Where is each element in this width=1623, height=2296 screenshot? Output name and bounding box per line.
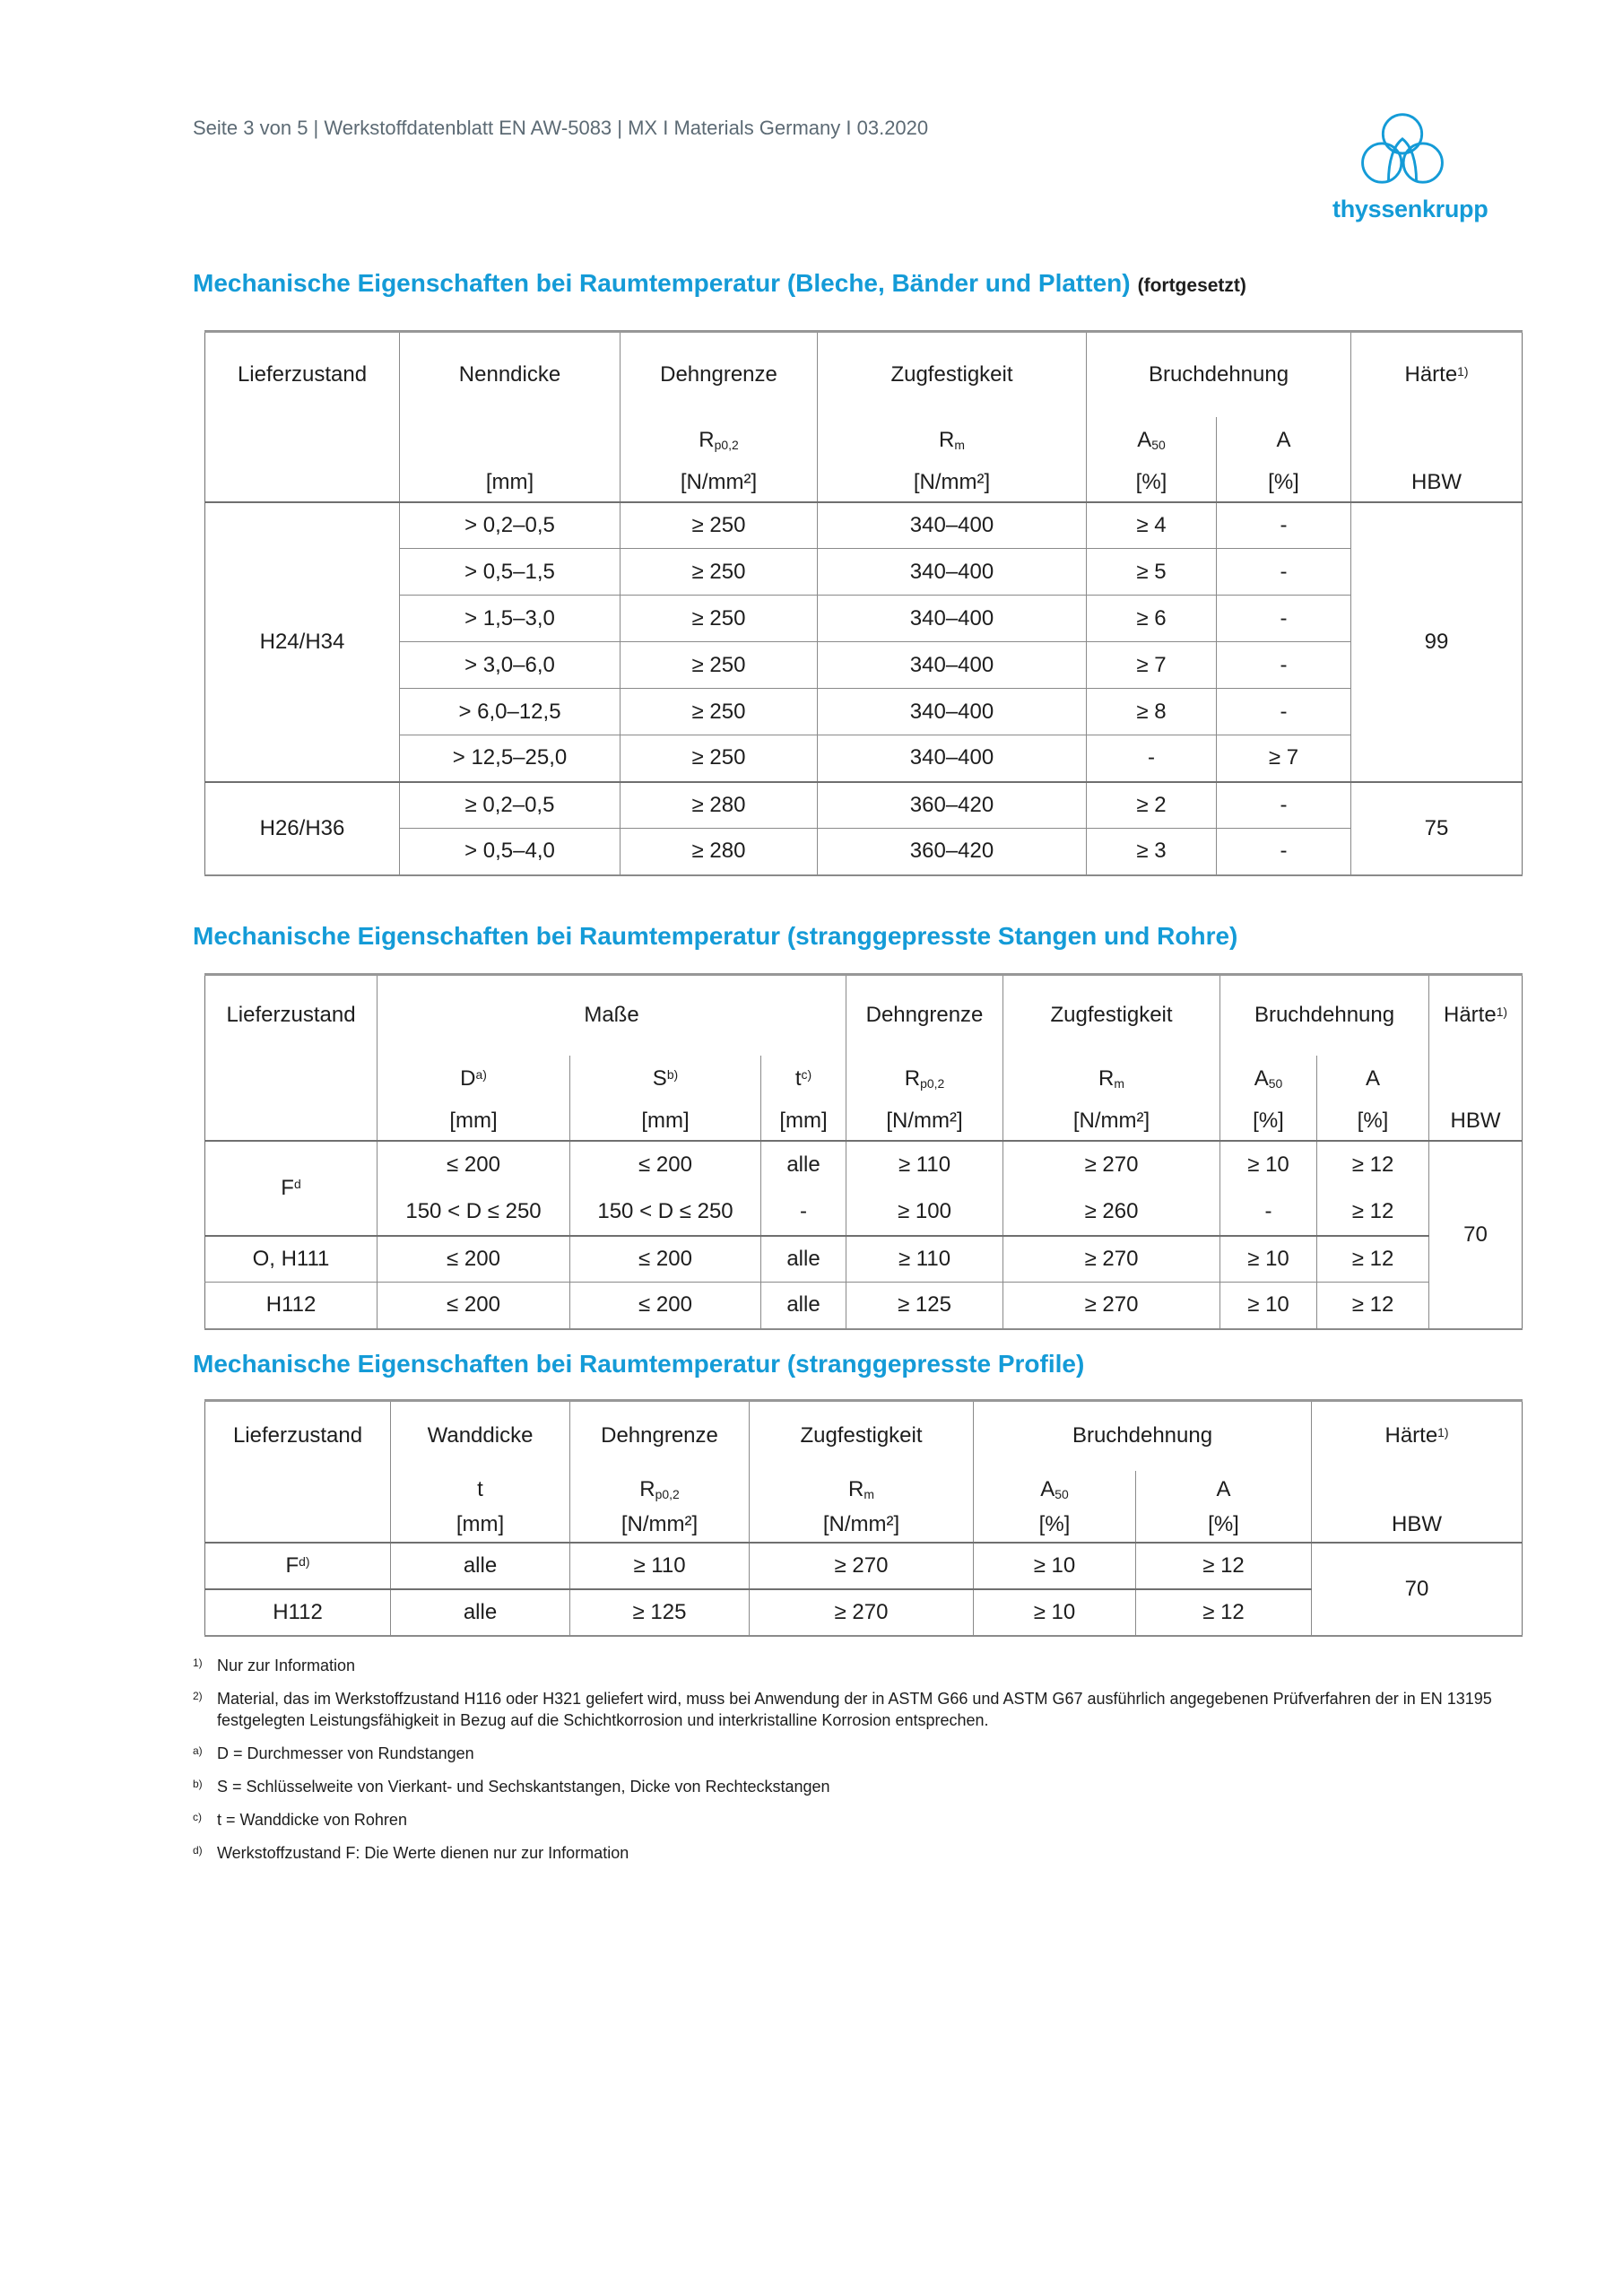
header-cell: Bruchdehnung: [1087, 332, 1351, 417]
table-row: [205, 689, 1523, 735]
thyssenkrupp-rings-icon: [1352, 113, 1453, 185]
section-title-suffix: (fortgesetzt): [1137, 275, 1246, 296]
header-cell: $R_m$: [1003, 1056, 1220, 1102]
cell: ≥ 12: [1317, 1283, 1429, 1329]
header-cell: A: [1317, 1056, 1429, 1102]
cell: ≤ 200: [378, 1236, 570, 1283]
footnote-d: [193, 1842, 1493, 1864]
temper-label: $F^d$: [281, 1175, 301, 1200]
cell: ≤ 200 150 < D ≤ 250: [570, 1141, 761, 1236]
footnote-2: [193, 1688, 1493, 1731]
header-row-symbols: [205, 417, 1523, 464]
cell: ≤ 200: [378, 1283, 570, 1329]
header-cell: HBW: [1312, 1509, 1523, 1543]
header-row-names: [205, 975, 1523, 1056]
footnote-a: [193, 1743, 1493, 1764]
header-cell: [1429, 1056, 1523, 1102]
section-title-text: Mechanische Eigenschaften bei Raumtemperatur (stranggepresste Profile): [193, 1350, 1085, 1378]
cell: 360–420: [818, 782, 1087, 829]
table-row: [205, 1283, 1523, 1329]
cell: ≤ 200 150 < D ≤ 250: [378, 1141, 570, 1236]
cell: > 0,5–4,0: [400, 829, 621, 875]
header-cell: $A_{50}$: [1220, 1056, 1317, 1102]
cell: alle -: [761, 1141, 846, 1236]
section-title-stangen-rohre: [193, 922, 1237, 951]
cell: alle: [391, 1543, 570, 1589]
cell: ≥ 8: [1087, 689, 1217, 735]
header-cell: Zugfestigkeit: [1003, 975, 1220, 1056]
header-cell: [N/mm²]: [570, 1509, 750, 1543]
table-row: [205, 782, 1523, 829]
page-header-line: Seite 3 von 5 | Werkstoffdatenblatt EN AW-5083 | MX I Materials Germany I 03.2020: [193, 117, 929, 139]
cell: ≥ 125: [570, 1589, 750, 1636]
cell: ≥ 6: [1087, 596, 1217, 642]
header-cell: Bruchdehnung: [974, 1401, 1312, 1471]
cell: ≥ 0,2–0,5: [400, 782, 621, 829]
cell: ≥ 7: [1217, 735, 1351, 782]
cell: ≥ 5: [1087, 549, 1217, 596]
table-row: [205, 1236, 1523, 1283]
table-bleche-baender-platten: [204, 330, 1523, 876]
header-cell: $R_m$: [818, 417, 1087, 464]
cell: ≥ 10: [1220, 1283, 1317, 1329]
footnotes: [193, 1655, 1493, 1875]
header-cell: [205, 1509, 391, 1543]
cell: -: [1217, 502, 1351, 549]
header-cell: $S^{b)}$: [570, 1056, 761, 1102]
cell: ≥ 270: [1003, 1283, 1220, 1329]
cell: > 0,2–0,5: [400, 502, 621, 549]
table-row: [205, 549, 1523, 596]
section-title-text: Mechanische Eigenschaften bei Raumtemperatur (Bleche, Bänder und Platten): [193, 269, 1131, 297]
cell: 340–400: [818, 735, 1087, 782]
header-cell: [1312, 1471, 1523, 1509]
cell: > 0,5–1,5: [400, 549, 621, 596]
header-cell: t: [391, 1471, 570, 1509]
section-title-text: Mechanische Eigenschaften bei Raumtemperatur (stranggepresste Stangen und Rohre): [193, 922, 1238, 950]
header-cell: Maße: [378, 975, 846, 1056]
cell: ≥ 7: [1087, 642, 1217, 689]
table-stangen-rohre: [204, 973, 1523, 1330]
cell: ≥ 10: [974, 1543, 1136, 1589]
header-cell: Härte$^{1)}$: [1429, 975, 1523, 1056]
section-title-profile: [193, 1350, 1084, 1378]
header-cell: [mm]: [400, 464, 621, 502]
cell: > 3,0–6,0: [400, 642, 621, 689]
table-row: [205, 596, 1523, 642]
cell: ≤ 200: [570, 1236, 761, 1283]
header-cell: $R_m$: [750, 1471, 974, 1509]
cell: alle: [761, 1283, 846, 1329]
cell: 360–420: [818, 829, 1087, 875]
cell: -: [1217, 642, 1351, 689]
section-title-bleche: [193, 269, 1246, 298]
header-cell: Lieferzustand: [232, 1423, 363, 1448]
header-cell: Lieferzustand: [237, 361, 368, 387]
header-cell: [%]: [1087, 464, 1217, 502]
header-cell: Härte$^{1)}$: [1351, 332, 1523, 417]
brand-wordmark: thyssenkrupp: [1332, 196, 1488, 222]
footnote-1: [193, 1655, 1493, 1676]
thyssenkrupp-logo: [1332, 113, 1488, 223]
header-row-units: [205, 1102, 1523, 1141]
header-cell: [%]: [974, 1509, 1136, 1543]
header-cell: [N/mm²]: [1003, 1102, 1220, 1141]
header-cell: A: [1136, 1471, 1312, 1509]
header-cell: Härte$^{1)}$: [1312, 1401, 1523, 1471]
table-row: [205, 1543, 1523, 1589]
hardness-value: 70: [1312, 1543, 1523, 1636]
temper-label: H26/H36: [205, 782, 400, 875]
table-row: [205, 829, 1523, 875]
cell: ≥ 110: [846, 1236, 1003, 1283]
cell: ≥ 280: [621, 782, 818, 829]
cell: ≥ 280: [621, 829, 818, 875]
header-cell: [%]: [1136, 1509, 1312, 1543]
cell: -: [1217, 549, 1351, 596]
cell: ≥ 125: [846, 1283, 1003, 1329]
header-cell: [205, 1102, 378, 1141]
header-cell: Zugfestigkeit: [750, 1401, 974, 1471]
temper-label: $F^{d)}$: [285, 1552, 310, 1578]
header-row-units: [205, 464, 1523, 502]
cell: ≥ 12: [1317, 1236, 1429, 1283]
header-cell: [205, 1471, 391, 1509]
temper-label: H112: [205, 1283, 378, 1329]
header-cell: Wanddicke: [391, 1401, 570, 1471]
temper-label: H112: [205, 1589, 391, 1636]
table-row: [205, 735, 1523, 782]
cell: alle: [761, 1236, 846, 1283]
footnote-b: [193, 1776, 1493, 1797]
cell: ≥ 10: [974, 1589, 1136, 1636]
cell: 340–400: [818, 689, 1087, 735]
cell: ≥ 10 -: [1220, 1141, 1317, 1236]
footnote-text: Werkstoffzustand F: Die Werte dienen nur zur Information: [217, 1844, 629, 1862]
header-cell: [205, 464, 400, 502]
temper-label: O, H111: [205, 1236, 378, 1283]
footnote-marker: c): [193, 1811, 202, 1823]
footnote-text: Material, das im Werkstoffzustand H116 oder H321 geliefert wird, muss bei Anwendung der in ASTM G66 und ASTM G67 ausführlich angegebenen Prüfverfahren der in EN 13195 festgelegten Leistungsfähigkeit in Bezug auf die Schichtkorrosion und interkristalline Korrosion entsprechen.: [217, 1690, 1492, 1729]
cell: -: [1217, 782, 1351, 829]
header-cell: $R_{p0,2}$: [570, 1471, 750, 1509]
cell: ≥ 4: [1087, 502, 1217, 549]
cell: ≥ 250: [621, 596, 818, 642]
header-cell: [%]: [1220, 1102, 1317, 1141]
cell: ≥ 10: [1220, 1236, 1317, 1283]
header-cell: [N/mm²]: [621, 464, 818, 502]
header-cell: Zugfestigkeit: [818, 332, 1087, 417]
header-cell: [N/mm²]: [750, 1509, 974, 1543]
header-cell: HBW: [1429, 1102, 1523, 1141]
header-cell: [mm]: [761, 1102, 846, 1141]
cell: -: [1217, 689, 1351, 735]
cell: -: [1217, 829, 1351, 875]
footnote-marker: 2): [193, 1690, 203, 1702]
header-row-names: [205, 1401, 1523, 1471]
cell: -: [1087, 735, 1217, 782]
cell: > 6,0–12,5: [400, 689, 621, 735]
header-cell: [mm]: [378, 1102, 570, 1141]
header-cell: Nenndicke: [400, 332, 621, 417]
table-row: [205, 1141, 1523, 1236]
cell: ≥ 270: [1003, 1236, 1220, 1283]
cell: ≥ 12: [1136, 1543, 1312, 1589]
header-cell: Dehngrenze: [621, 332, 818, 417]
cell: ≥ 250: [621, 502, 818, 549]
header-cell: [N/mm²]: [818, 464, 1087, 502]
footnote-text: D = Durchmesser von Rundstangen: [217, 1744, 474, 1762]
header-cell: $D^{a)}$: [378, 1056, 570, 1102]
cell: ≥ 270: [750, 1543, 974, 1589]
cell: > 1,5–3,0: [400, 596, 621, 642]
header-cell: $A_{50}$: [1087, 417, 1217, 464]
cell: ≥ 2: [1087, 782, 1217, 829]
header-cell: [400, 417, 621, 464]
cell: ≥ 12: [1136, 1589, 1312, 1636]
hardness-value: 75: [1351, 782, 1523, 875]
cell: > 12,5–25,0: [400, 735, 621, 782]
cell: ≥ 250: [621, 549, 818, 596]
header-row-symbols: [205, 1471, 1523, 1509]
header-cell: Bruchdehnung: [1220, 975, 1429, 1056]
footnote-text: t = Wanddicke von Rohren: [217, 1811, 407, 1829]
cell: ≥ 250: [621, 642, 818, 689]
footnote-marker: a): [193, 1744, 203, 1757]
cell: 340–400: [818, 502, 1087, 549]
cell: ≥ 12 ≥ 12: [1317, 1141, 1429, 1236]
header-cell: [mm]: [570, 1102, 761, 1141]
hardness-value: 70: [1429, 1141, 1523, 1329]
header-cell: Dehngrenze: [846, 975, 1003, 1056]
header-row-symbols: [205, 1056, 1523, 1102]
header-cell: [1351, 417, 1523, 464]
header-cell: [N/mm²]: [846, 1102, 1003, 1141]
header-cell: $R_{p0,2}$: [621, 417, 818, 464]
header-cell: HBW: [1351, 464, 1523, 502]
cell: ≥ 250: [621, 735, 818, 782]
temper-label: H24/H34: [259, 629, 345, 654]
header-cell: $R_{p0,2}$: [846, 1056, 1003, 1102]
footnote-text: S = Schlüsselweite von Vierkant- und Sechskantstangen, Dicke von Rechteckstangen: [217, 1778, 830, 1796]
footnote-c: [193, 1809, 1493, 1831]
footnote-marker: 1): [193, 1657, 203, 1669]
cell: ≥ 110: [570, 1543, 750, 1589]
cell: ≥ 3: [1087, 829, 1217, 875]
cell: ≥ 250: [621, 689, 818, 735]
cell: 340–400: [818, 596, 1087, 642]
cell: -: [1217, 596, 1351, 642]
cell: ≥ 110 ≥ 100: [846, 1141, 1003, 1236]
header-cell: [205, 417, 400, 464]
cell: ≤ 200: [570, 1283, 761, 1329]
table-row: [205, 642, 1523, 689]
header-cell: Dehngrenze: [570, 1401, 750, 1471]
cell: ≥ 270: [750, 1589, 974, 1636]
footnote-text: Nur zur Information: [217, 1657, 356, 1674]
cell: alle: [391, 1589, 570, 1636]
header-row-units: [205, 1509, 1523, 1543]
cell: 340–400: [818, 549, 1087, 596]
cell: ≥ 270 ≥ 260: [1003, 1141, 1220, 1236]
footnote-marker: d): [193, 1844, 203, 1857]
hardness-value: 99: [1351, 502, 1523, 782]
header-cell: Lieferzustand: [226, 1003, 356, 1028]
header-row-names: [205, 332, 1523, 417]
header-cell: [%]: [1217, 464, 1351, 502]
header-cell: [mm]: [391, 1509, 570, 1543]
header-cell: $t^{c)}$: [761, 1056, 846, 1102]
header-cell: [205, 1056, 378, 1102]
header-cell: [%]: [1317, 1102, 1429, 1141]
header-cell: A: [1217, 417, 1351, 464]
header-cell: $A_{50}$: [974, 1471, 1136, 1509]
footnote-marker: b): [193, 1778, 203, 1790]
cell: 340–400: [818, 642, 1087, 689]
table-profile: [204, 1399, 1523, 1637]
table-row: [205, 502, 1523, 549]
